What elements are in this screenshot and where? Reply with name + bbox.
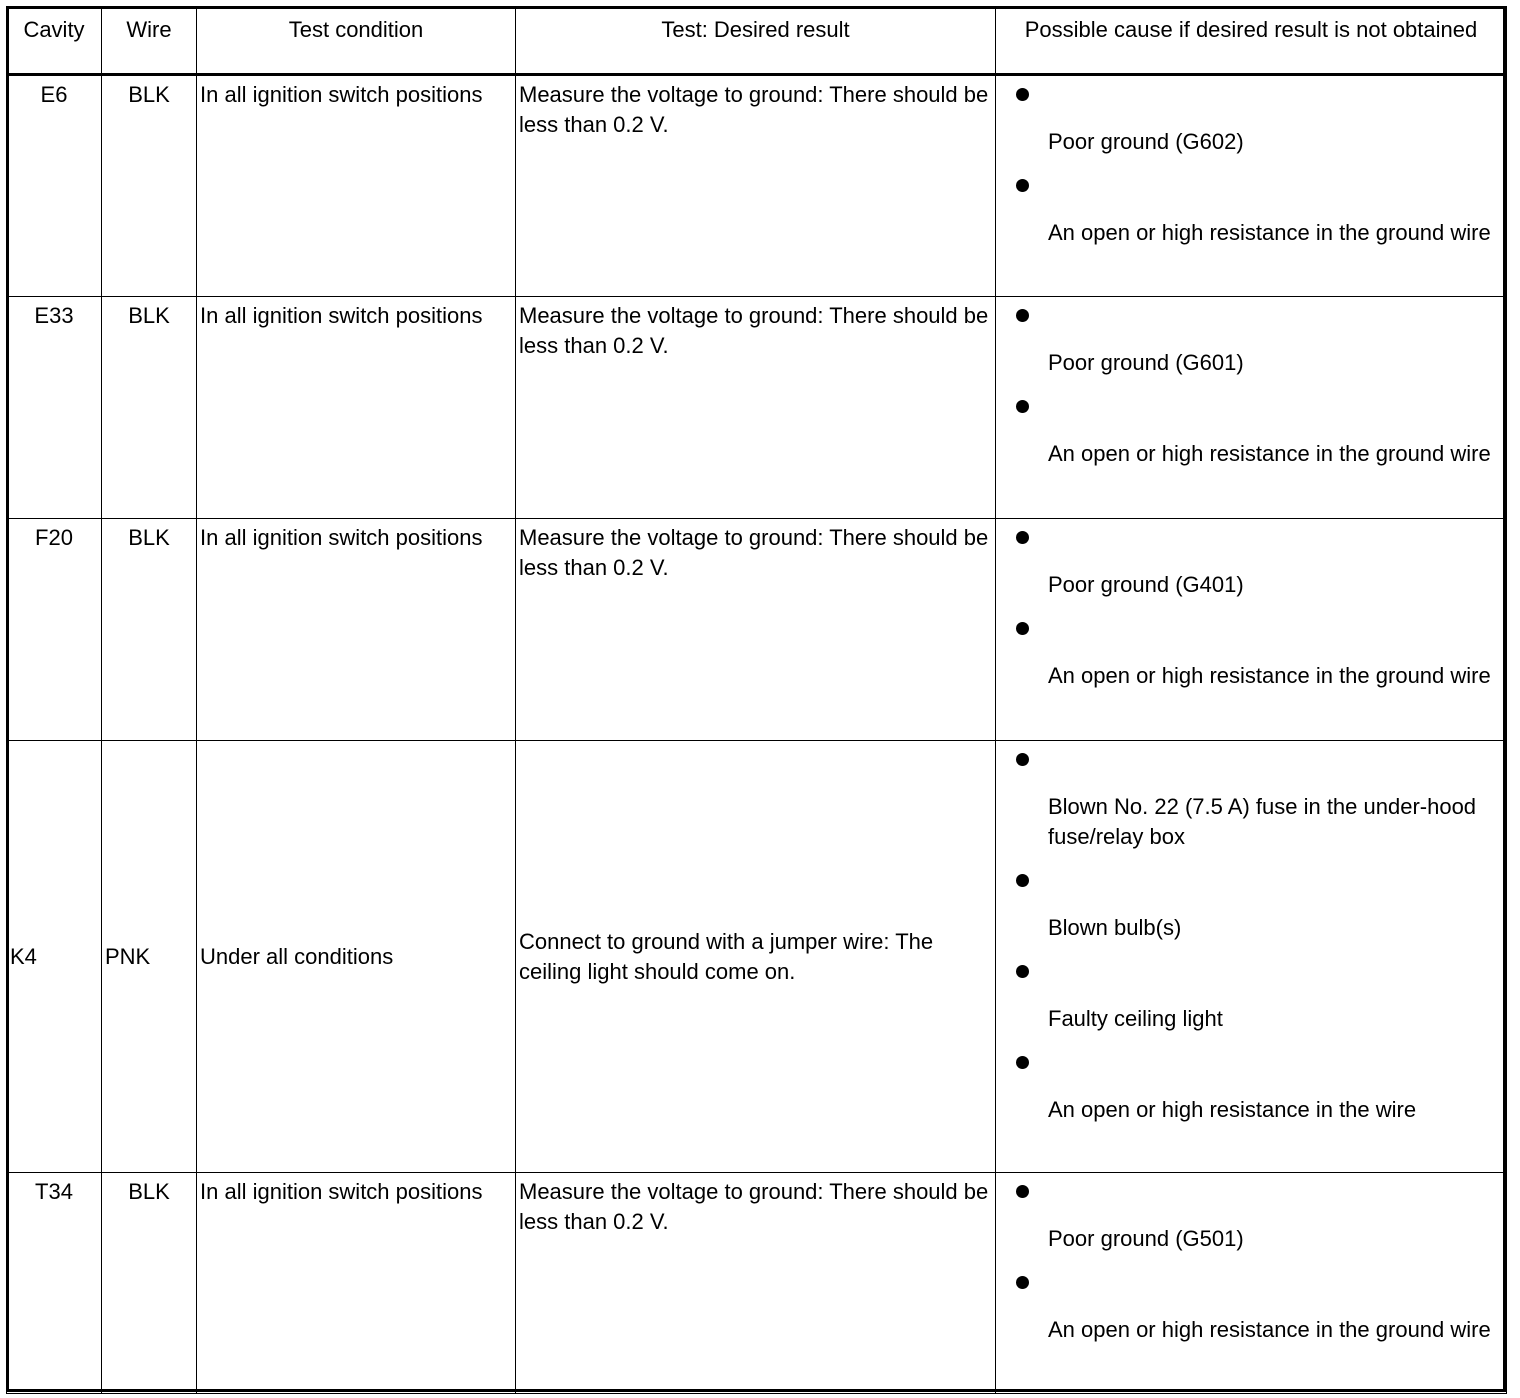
cause-list (996, 297, 1506, 469)
connector-test-table (6, 6, 1507, 1394)
table-row (7, 741, 1507, 1173)
cavity-cell: F20 (7, 519, 102, 741)
list-item (996, 82, 1502, 157)
header-row (7, 7, 1507, 75)
cause-text: An open or high resistance in the ground wire (1048, 1317, 1491, 1342)
bullet-icon (1016, 531, 1029, 544)
list-item (996, 1050, 1502, 1125)
table-row (7, 75, 1507, 297)
list-item (996, 747, 1502, 852)
cavity-cell: E6 (7, 75, 102, 297)
table-row (7, 1173, 1507, 1394)
wire-cell: BLK (102, 297, 197, 519)
result-cell: Measure the voltage to ground: There should be less than 0.2 V. (516, 75, 996, 297)
list-item (996, 616, 1502, 691)
result-cell: Measure the voltage to ground: There should be less than 0.2 V. (516, 1173, 996, 1394)
condition-cell: In all ignition switch positions (197, 297, 516, 519)
cause-text: An open or high resistance in the ground wire (1048, 220, 1491, 245)
condition-cell: Under all conditions (197, 741, 516, 1173)
list-item (996, 1179, 1502, 1254)
bullet-icon (1016, 1276, 1029, 1289)
bullet-icon (1016, 753, 1029, 766)
bullet-icon (1016, 1056, 1029, 1069)
cause-cell (996, 75, 1507, 297)
cause-text: Blown bulb(s) (1048, 915, 1182, 940)
cause-text: Poor ground (G501) (1048, 1226, 1244, 1251)
list-item (996, 868, 1502, 943)
diagnostic-table-frame (6, 6, 1506, 1392)
header-possible-cause: Possible cause if desired result is not obtained (996, 7, 1507, 75)
bullet-icon (1016, 179, 1029, 192)
condition-cell: In all ignition switch positions (197, 1173, 516, 1394)
header-cavity: Cavity (7, 7, 102, 75)
wire-cell: BLK (102, 1173, 197, 1394)
cause-text: An open or high resistance in the ground wire (1048, 663, 1491, 688)
list-item (996, 394, 1502, 469)
cause-cell (996, 297, 1507, 519)
cause-text: Poor ground (G601) (1048, 350, 1244, 375)
cause-text: Poor ground (G401) (1048, 572, 1244, 597)
bullet-icon (1016, 309, 1029, 322)
bullet-icon (1016, 874, 1029, 887)
header-test-condition: Test condition (197, 7, 516, 75)
header-wire: Wire (102, 7, 197, 75)
list-item (996, 525, 1502, 600)
list-item (996, 959, 1502, 1034)
result-cell: Measure the voltage to ground: There should be less than 0.2 V. (516, 297, 996, 519)
bullet-icon (1016, 1185, 1029, 1198)
list-item (996, 303, 1502, 378)
cause-cell (996, 1173, 1507, 1394)
result-cell: Connect to ground with a jumper wire: The ceiling light should come on. (516, 741, 996, 1173)
result-cell: Measure the voltage to ground: There should be less than 0.2 V. (516, 519, 996, 741)
table-row (7, 297, 1507, 519)
wire-cell: BLK (102, 519, 197, 741)
table-row (7, 519, 1507, 741)
bullet-icon (1016, 400, 1029, 413)
cause-text: Blown No. 22 (7.5 A) fuse in the under-hood fuse/relay box (1048, 794, 1477, 849)
condition-cell: In all ignition switch positions (197, 519, 516, 741)
bullet-icon (1016, 965, 1029, 978)
cause-text: Poor ground (G602) (1048, 129, 1244, 154)
bullet-icon (1016, 88, 1029, 101)
cause-cell (996, 741, 1507, 1173)
cavity-cell: K4 (7, 741, 102, 1173)
cause-text: An open or high resistance in the ground wire (1048, 441, 1491, 466)
wire-cell: BLK (102, 75, 197, 297)
cause-text: An open or high resistance in the wire (1048, 1097, 1417, 1122)
cause-text: Faulty ceiling light (1048, 1006, 1223, 1031)
cause-list (996, 1173, 1506, 1345)
header-desired-result: Test: Desired result (516, 7, 996, 75)
cause-list (996, 519, 1506, 691)
cause-list (996, 76, 1506, 248)
cause-cell (996, 519, 1507, 741)
cavity-cell: T34 (7, 1173, 102, 1394)
cause-list (996, 741, 1506, 1125)
condition-cell: In all ignition switch positions (197, 75, 516, 297)
list-item (996, 1270, 1502, 1345)
bullet-icon (1016, 622, 1029, 635)
list-item (996, 173, 1502, 248)
wire-cell: PNK (102, 741, 197, 1173)
cavity-cell: E33 (7, 297, 102, 519)
